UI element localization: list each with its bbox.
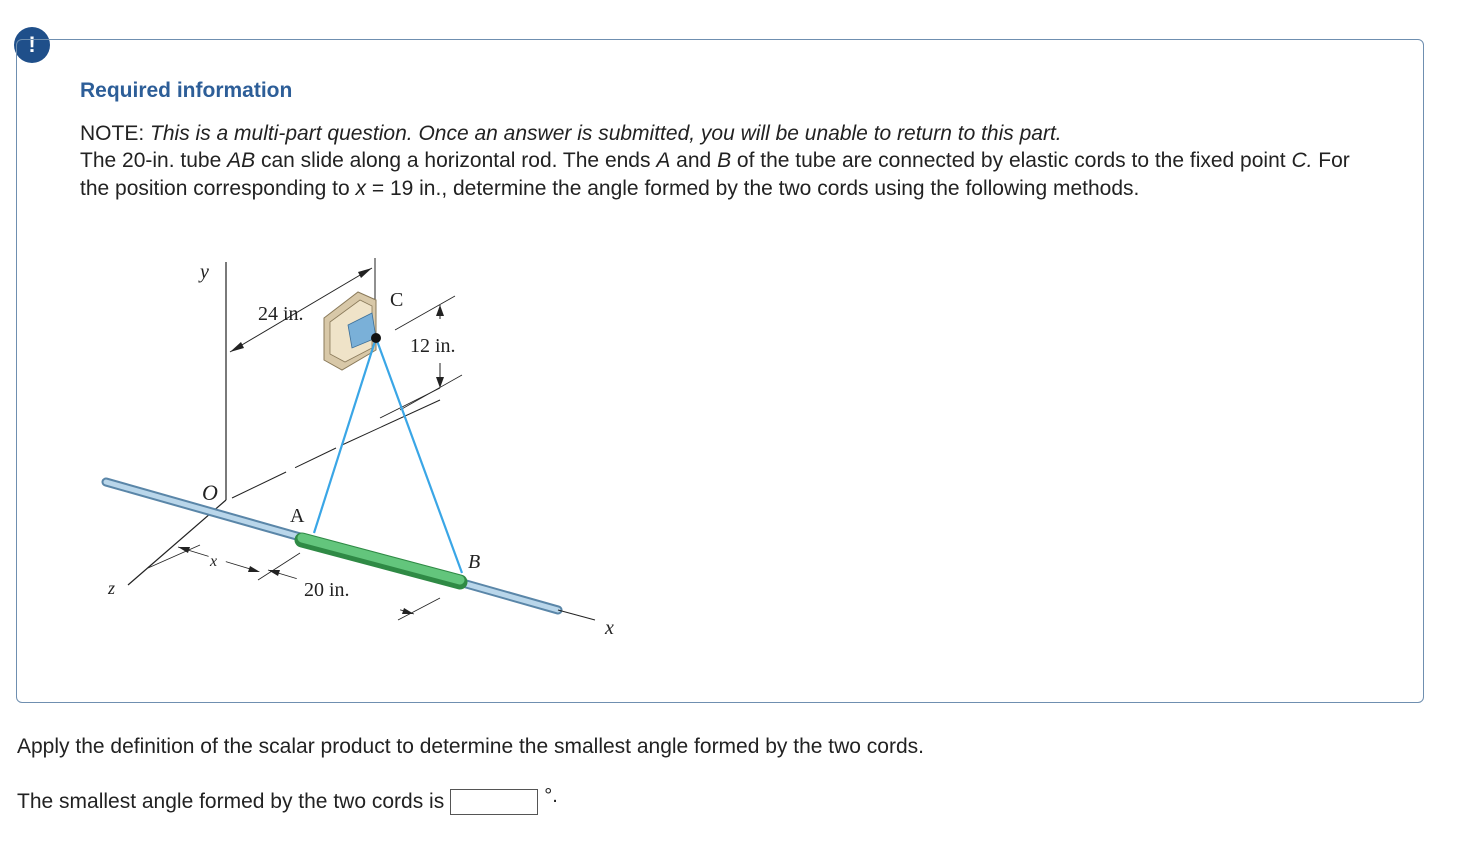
- cord-CB: [376, 338, 462, 573]
- label-x-axis: x: [605, 617, 614, 639]
- question-prompt: Apply the definition of the scalar product to determine the smallest angle formed by the two cords.: [17, 735, 924, 758]
- label-20in: 20 in.: [304, 579, 350, 601]
- label-O: O: [202, 480, 218, 505]
- answer-row: [17, 784, 558, 815]
- label-12in: 12 in.: [410, 335, 456, 357]
- degree-unit: °.: [544, 784, 558, 807]
- label-B: B: [468, 551, 481, 573]
- label-24in: 24 in.: [258, 303, 304, 325]
- point-C: [371, 333, 381, 343]
- answer-label: The smallest angle formed by the two cords is: [17, 790, 445, 813]
- note-line: [80, 120, 1380, 147]
- alert-icon: !: [14, 27, 50, 63]
- dim-x-line: [178, 547, 260, 572]
- problem-text: The 20-in. tube AB can slide along a horizontal rod. The ends A and B of the tube are connected by elastic cords to the fixed point C. For the position corresponding to x = 19 in., determine the angle formed by the two cords using the following methods.: [80, 149, 1350, 200]
- label-C: C: [390, 289, 404, 311]
- problem-statement: [80, 120, 1380, 202]
- angle-answer-input[interactable]: [450, 789, 538, 815]
- label-dim-x: x: [210, 553, 218, 570]
- tube-rod-figure: [90, 245, 650, 645]
- note-label: NOTE:: [80, 122, 145, 145]
- construction-line: [232, 448, 336, 498]
- label-z: z: [108, 578, 116, 598]
- label-A: A: [290, 505, 305, 527]
- note-text: This is a multi-part question. Once an answer is submitted, you will be unable to return to this part.: [150, 122, 1062, 145]
- required-info-heading: Required information: [80, 79, 293, 102]
- x-axis-line: [558, 610, 595, 620]
- label-y: y: [200, 261, 209, 283]
